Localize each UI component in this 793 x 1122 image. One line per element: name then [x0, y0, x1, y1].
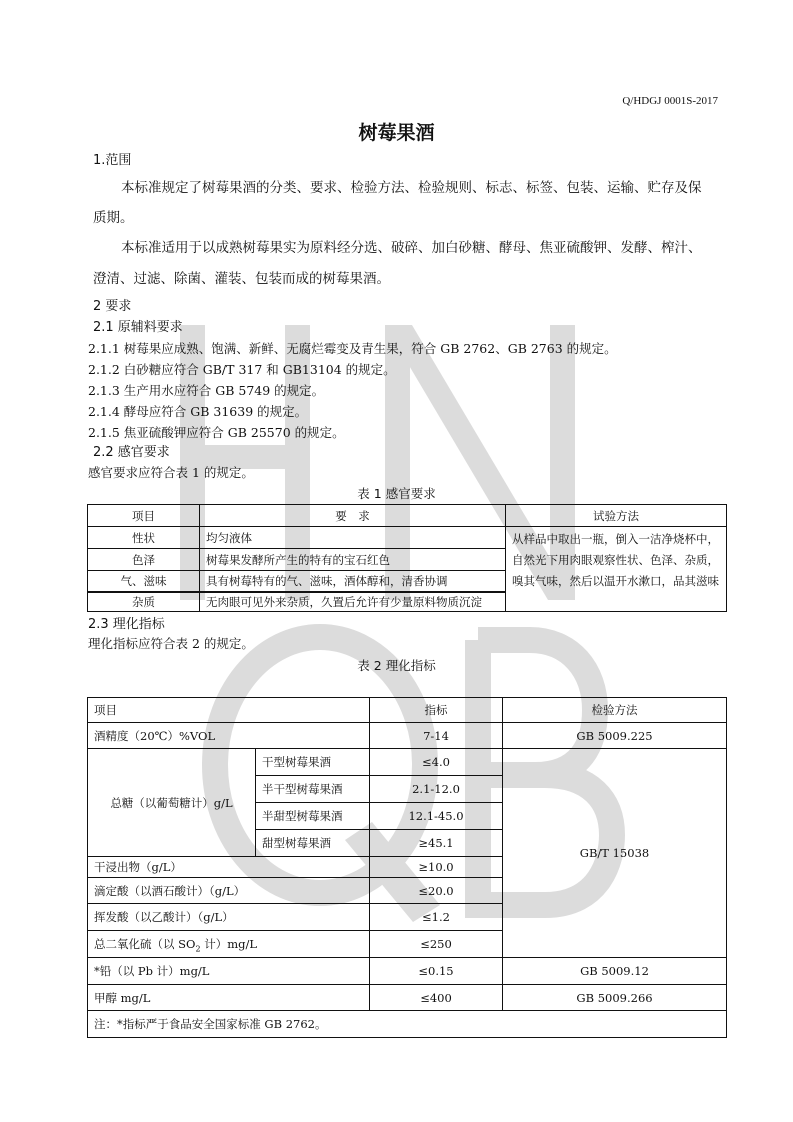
table-cell: 滴定酸（以酒石酸计）（g/L）	[88, 878, 370, 904]
table2-caption: 表 2 理化指标	[357, 658, 436, 673]
table-cell: 杂质	[88, 592, 200, 612]
table-cell: GB 5009.12	[503, 958, 727, 985]
table-cell: 具有树莓特有的气、滋味，酒体醇和，清香协调	[200, 571, 506, 592]
clause: 2.1.4 酵母应符合 GB 31639 的规定。	[88, 404, 308, 419]
table-cell: ≤0.15	[370, 958, 503, 985]
table-cell: 半甜型树莓果酒	[256, 803, 370, 830]
header-cell: 要 求	[200, 505, 506, 527]
table-cell: 2.1-12.0	[370, 776, 503, 803]
table-cell: 色泽	[88, 549, 200, 571]
table-cell: 甲醇 mg/L	[88, 985, 370, 1011]
header-cell: 指标	[370, 698, 503, 723]
section-heading: 2 要求	[93, 299, 132, 314]
so2-label-post: 计）mg/L	[200, 937, 257, 951]
table-cell: GB 5009.225	[503, 723, 727, 749]
table-cell: 酒精度（20℃）%VOL	[88, 723, 370, 749]
method-line: 嗅其气味，然后以温开水漱口，品其滋味	[512, 574, 719, 588]
header-cell: 项目	[88, 698, 370, 723]
table-cell: ≤250	[370, 931, 503, 958]
table-cell: *铅（以 Pb 计）mg/L	[88, 958, 370, 985]
table-cell: 树莓果发酵所产生的特有的宝石红色	[200, 549, 506, 571]
method-line: 自然光下用肉眼观察性状、色泽、杂质，	[512, 553, 719, 567]
sensory-table	[87, 504, 727, 612]
table-cell	[88, 931, 370, 958]
table-cell: ≤4.0	[370, 749, 503, 776]
so2-subscript: 2	[195, 944, 201, 954]
table-cell: ≥45.1	[370, 830, 503, 857]
table-cell: 总糖（以葡萄糖计）g/L	[88, 749, 256, 857]
table-cell: ≥10.0	[370, 857, 503, 878]
subsection-heading: 2.2 感官要求	[93, 445, 170, 460]
table-cell: 12.1-45.0	[370, 803, 503, 830]
paragraph: 感官要求应符合表 1 的规定。	[88, 465, 254, 480]
section-heading: 1.范围	[93, 153, 132, 168]
paragraph: 本标准适用于以成熟树莓果实为原料经分选、破碎、加白砂糖、酵母、焦亚硫酸钾、发酵、榨汁、	[121, 240, 702, 256]
paragraph: 澄清、过滤、除菌、灌装、包装而成的树莓果酒。	[93, 271, 390, 287]
table-cell: 挥发酸（以乙酸计）（g/L）	[88, 904, 370, 931]
method-line: 从样品中取出一瓶，倒入一洁净烧杯中，	[512, 532, 719, 546]
page-title: 树莓果酒	[358, 122, 435, 144]
clause: 2.1.1 树莓果应成熟、饱满、新鲜、无腐烂霉变及青生果，符合 GB 2762、GB 2763 的规定。	[88, 341, 617, 356]
table-cell: ≤400	[370, 985, 503, 1011]
header-cell: 检验方法	[503, 698, 727, 723]
table-cell: 7-14	[370, 723, 503, 749]
test-method-cell	[506, 527, 727, 612]
table-note: 注：*指标严于食品安全国家标准 GB 2762。	[88, 1011, 727, 1038]
table-cell: ≤20.0	[370, 878, 503, 904]
paragraph: 本标准规定了树莓果酒的分类、要求、检验方法、检验规则、标志、标签、包装、运输、贮存及保	[121, 180, 702, 196]
table-cell: 半干型树莓果酒	[256, 776, 370, 803]
so2-label-pre: 总二氧化硫（以 SO	[94, 937, 196, 951]
subsection-heading: 2.1 原辅料要求	[93, 320, 183, 335]
standard-code: Q/HDGJ 0001S-2017	[622, 95, 718, 107]
table-cell: 气、滋味	[88, 571, 200, 592]
header-cell: 项目	[88, 505, 200, 527]
subsection-heading: 2.3 理化指标	[88, 617, 165, 632]
table-cell: 干型树莓果酒	[256, 749, 370, 776]
table-cell: 性状	[88, 527, 200, 549]
clause: 2.1.2 白砂糖应符合 GB/T 317 和 GB13104 的规定。	[88, 362, 396, 377]
header-cell: 试验方法	[506, 505, 727, 527]
table-cell: 甜型树莓果酒	[256, 830, 370, 857]
table-cell: GB 5009.266	[503, 985, 727, 1011]
table-cell: 干浸出物（g/L）	[88, 857, 370, 878]
clause: 2.1.5 焦亚硫酸钾应符合 GB 25570 的规定。	[88, 425, 345, 440]
paragraph: 理化指标应符合表 2 的规定。	[88, 636, 254, 651]
table-cell: 均匀液体	[200, 527, 506, 549]
table-cell: GB/T 15038	[503, 749, 727, 958]
table-cell: ≤1.2	[370, 904, 503, 931]
clause: 2.1.3 生产用水应符合 GB 5749 的规定。	[88, 383, 325, 398]
paragraph: 质期。	[93, 210, 134, 226]
table1-caption: 表 1 感官要求	[357, 486, 436, 501]
table-cell: 无肉眼可见外来杂质，久置后允许有少量原料物质沉淀	[200, 592, 506, 612]
physicochemical-table	[87, 697, 727, 1038]
